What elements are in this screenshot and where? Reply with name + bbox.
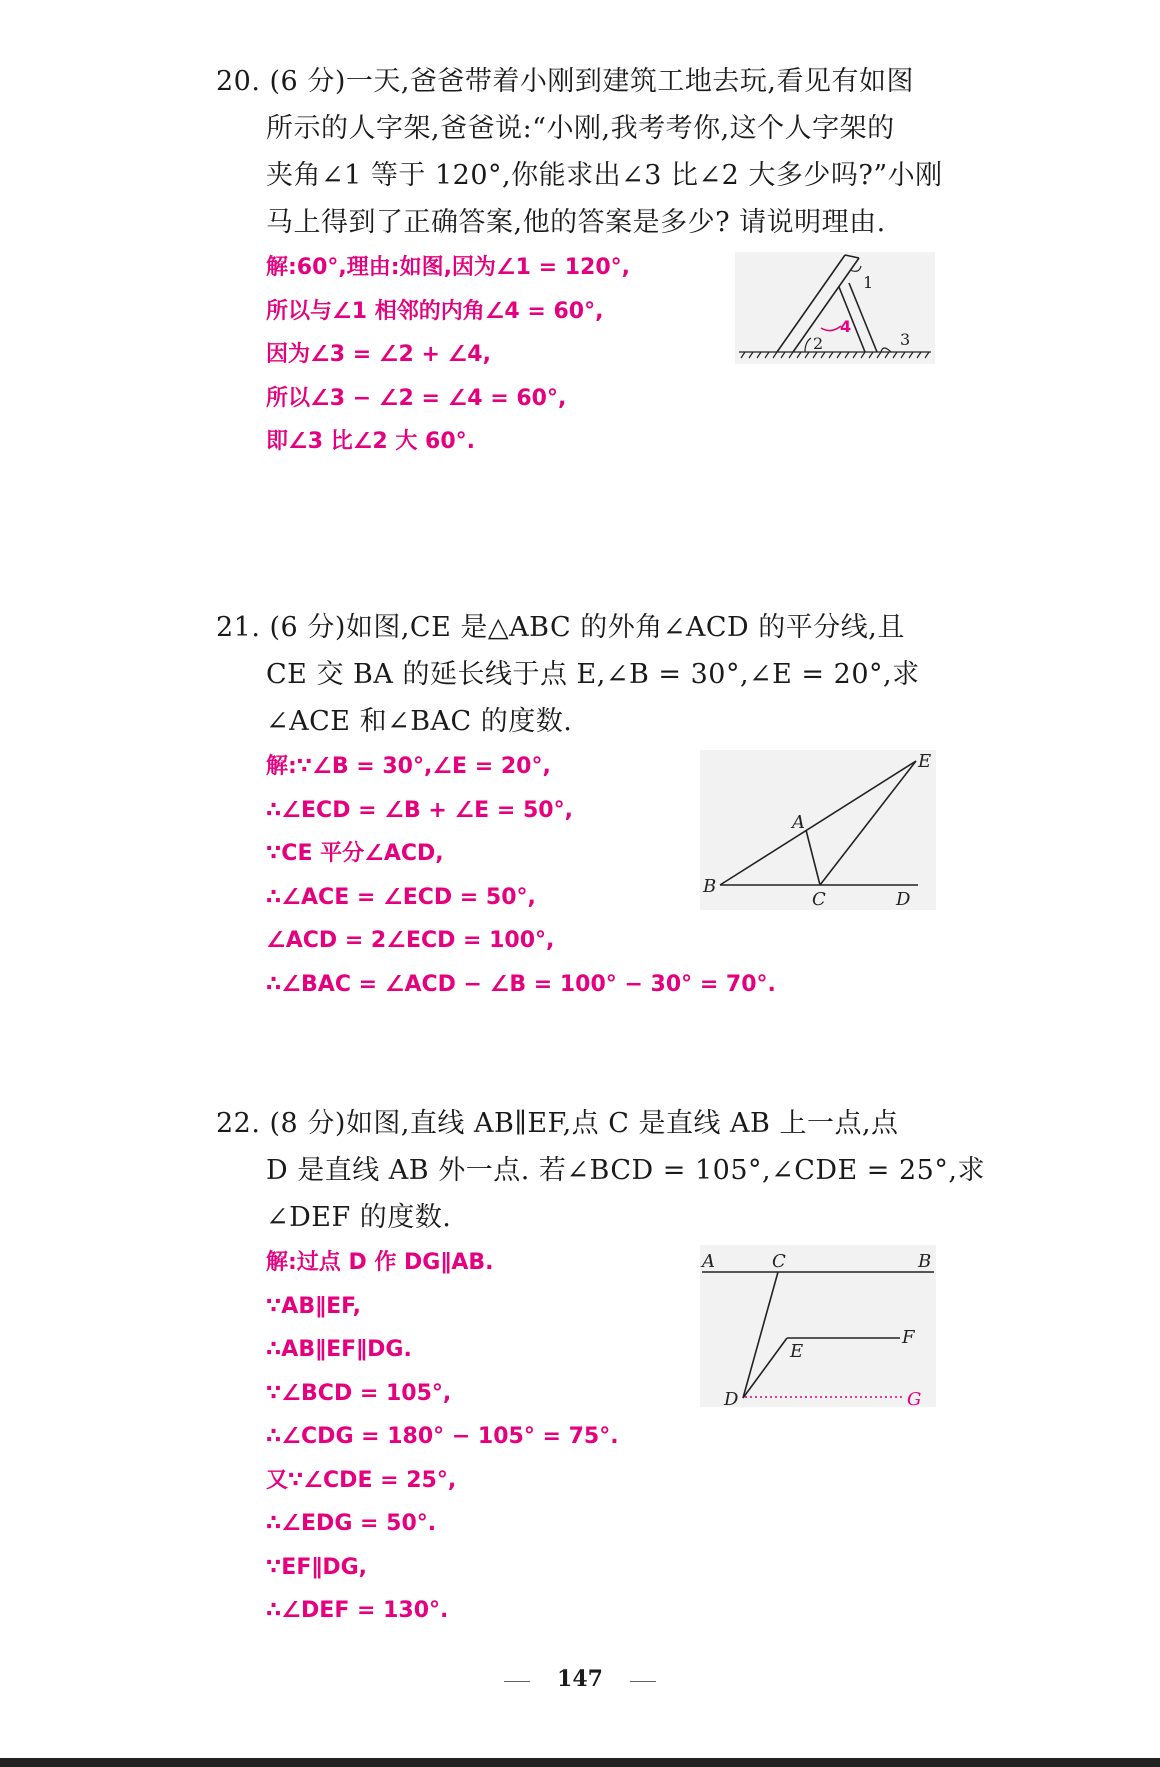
answer-22-line: 又∵∠CDE = 25°,	[266, 1467, 457, 1493]
page-footer	[0, 1666, 1160, 1692]
answer-20-line: 解:60°,理由:如图,因为∠1 = 120°,	[266, 255, 630, 280]
figure-21-triangle	[700, 750, 936, 910]
question-22-line: ∠DEF 的度数.	[266, 1202, 452, 1233]
answer-22	[266, 1241, 619, 1633]
answer-21-line: ∴∠ECD = ∠B + ∠E = 50°,	[266, 797, 573, 823]
question-20	[216, 58, 943, 246]
point-label-e: E	[790, 1341, 804, 1362]
answer-21-line: ∴∠BAC = ∠ACD − ∠B = 100° − 30° = 70°.	[266, 971, 776, 997]
question-22-line: 22. (8 分)如图,直线 AB∥EF,点 C 是直线 AB 上一点,点	[216, 1108, 899, 1139]
answer-22-line: 解:过点 D 作 DG∥AB.	[266, 1250, 494, 1275]
question-21-line: CE 交 BA 的延长线于点 E,∠B = 30°,∠E = 20°,求	[266, 659, 920, 690]
point-label-f: F	[902, 1327, 915, 1348]
point-label-g: G	[907, 1389, 922, 1407]
question-20-line: 夹角∠1 等于 120°,你能求出∠3 比∠2 大多少吗?”小刚	[266, 160, 943, 191]
point-label-c: C	[812, 889, 826, 910]
answer-22-line: ∵AB∥EF,	[266, 1293, 361, 1319]
angle-4-label: 4	[840, 317, 852, 336]
answer-20-line: 即∠3 比∠2 大 60°.	[266, 429, 476, 454]
point-label-d: D	[724, 1389, 739, 1407]
answer-22-line: ∴∠CDG = 180° − 105° = 75°.	[266, 1424, 619, 1449]
point-label-c: C	[772, 1251, 786, 1272]
question-22-line: D 是直线 AB 外一点. 若∠BCD = 105°,∠CDE = 25°,求	[266, 1155, 985, 1186]
answer-20-line: 因为∠3 = ∠2 + ∠4,	[266, 342, 491, 367]
angle-3-label: 3	[900, 330, 911, 349]
figure-20-a-frame	[735, 252, 935, 364]
answer-21-line: ∴∠ACE = ∠ECD = 50°,	[266, 884, 536, 910]
footer-dash-right	[630, 1681, 656, 1682]
question-20-line: 马上得到了正确答案,他的答案是多少? 请说明理由.	[266, 207, 886, 238]
question-20-line: 所示的人字架,爸爸说:“小刚,我考考你,这个人字架的	[266, 113, 895, 144]
answer-20	[266, 246, 630, 464]
answer-22-line: ∵∠BCD = 105°,	[266, 1380, 452, 1406]
page-number: 147	[557, 1666, 603, 1692]
point-label-a: A	[702, 1251, 715, 1272]
answer-21-line: ∠ACD = 2∠ECD = 100°,	[266, 928, 555, 953]
answer-22-line: ∵EF∥DG,	[266, 1554, 368, 1580]
point-label-a: A	[792, 812, 805, 833]
footer-dash-left	[504, 1681, 530, 1682]
question-21	[216, 604, 936, 745]
answer-21-line: 解:∵∠B = 30°,∠E = 20°,	[266, 754, 551, 779]
answer-20-line: 所以与∠1 相邻的内角∠4 = 60°,	[266, 298, 604, 324]
point-label-b: B	[918, 1251, 932, 1272]
answer-21-line: ∵CE 平分∠ACD,	[266, 841, 444, 866]
question-21-line: 21. (6 分)如图,CE 是△ABC 的外角∠ACD 的平分线,且	[216, 612, 905, 643]
point-label-d: D	[896, 889, 911, 910]
question-22	[216, 1100, 985, 1241]
point-label-e: E	[918, 751, 932, 772]
question-20-line: 20. (6 分)一天,爸爸带着小刚到建筑工地去玩,看见有如图	[216, 66, 915, 97]
bottom-edge-bar	[0, 1758, 1160, 1767]
figure-22-parallel-lines	[700, 1245, 936, 1407]
angle-2-label: 2	[813, 334, 824, 353]
question-21-line: ∠ACE 和∠BAC 的度数.	[266, 706, 573, 737]
angle-1-label: 1	[863, 273, 874, 292]
answer-22-line: ∴∠DEF = 130°.	[266, 1598, 449, 1623]
point-label-b: B	[703, 876, 717, 897]
answer-22-line: ∴∠EDG = 50°.	[266, 1511, 437, 1536]
answer-20-line: 所以∠3 − ∠2 = ∠4 = 60°,	[266, 385, 567, 411]
answer-22-line: ∴AB∥EF∥DG.	[266, 1337, 412, 1362]
